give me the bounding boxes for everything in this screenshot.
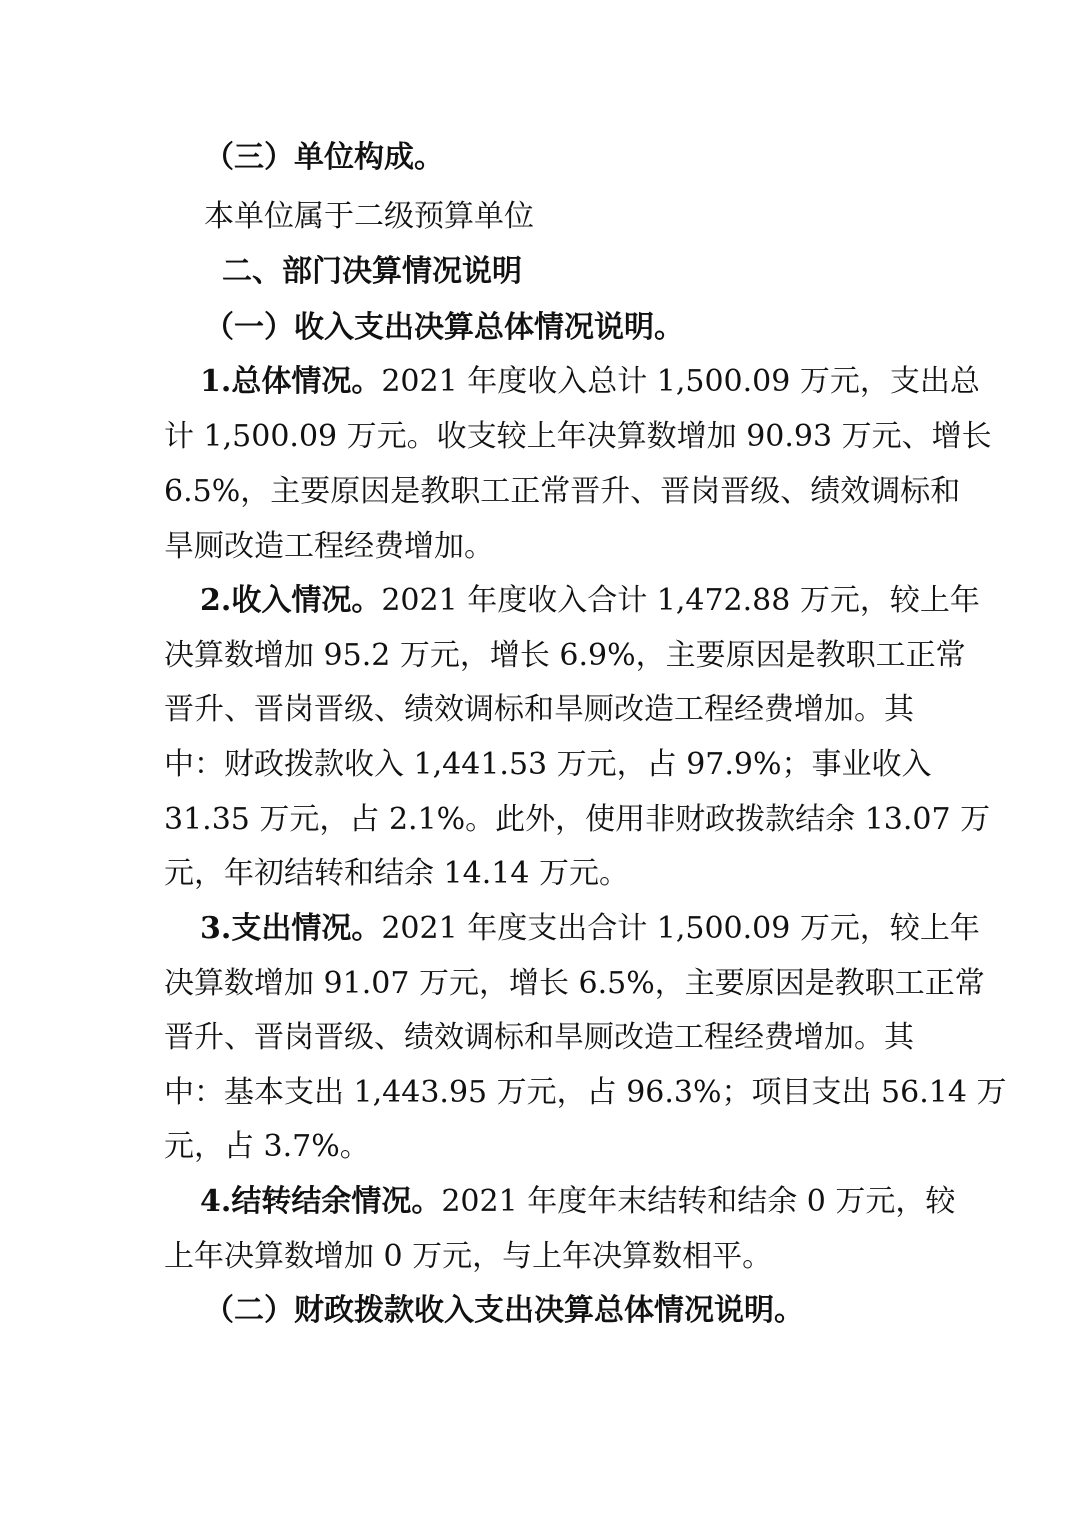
paragraph-income-line-5: 31.35 万元，占 2.1%。此外，使用非财政拨款结余 13.07 万 bbox=[164, 802, 991, 837]
paragraph-lead-carryover: 4.结转结余情况。 bbox=[200, 1184, 442, 1219]
paragraph-carryover-line-2: 上年决算数增加 0 万元，与上年决算数相平。 bbox=[164, 1239, 773, 1274]
paragraph-overall-line-1: 1.总体情况。2021 年度收入总计 1,500.09 万元，支出总 bbox=[200, 364, 980, 399]
paragraph-income-line-6: 元，年初结转和结余 14.14 万元。 bbox=[164, 856, 629, 891]
paragraph-overall-line-4: 旱厕改造工程经费增加。 bbox=[164, 529, 494, 564]
paragraph-expenditure-line-5: 元，占 3.7%。 bbox=[164, 1129, 370, 1164]
paragraph-expenditure-line-3: 晋升、晋岗晋级、绩效调标和旱厕改造工程经费增加。其 bbox=[164, 1020, 914, 1055]
paragraph-lead-overall: 1.总体情况。 bbox=[200, 364, 382, 399]
section-heading-unit-composition: （三）单位构成。 bbox=[204, 140, 444, 175]
paragraph-overall-line-2: 计 1,500.09 万元。收支较上年决算数增加 90.93 万元、增长 bbox=[164, 419, 992, 454]
paragraph-carryover-line-1: 4.结转结余情况。2021 年度年末结转和结余 0 万元，较 bbox=[200, 1184, 956, 1219]
paragraph-lead-expenditure: 3.支出情况。 bbox=[200, 911, 382, 946]
paragraph-income-line-2: 决算数增加 95.2 万元，增长 6.9%，主要原因是教职工正常 bbox=[164, 638, 966, 673]
paragraph-expenditure-line-4: 中：基本支出 1,443.95 万元，占 96.3%；项目支出 56.14 万 bbox=[164, 1075, 1007, 1110]
paragraph-expenditure-line-1: 3.支出情况。2021 年度支出合计 1,500.09 万元，较上年 bbox=[200, 911, 980, 946]
unit-composition-text: 本单位属于二级预算单位 bbox=[204, 199, 534, 234]
paragraph-lead-income: 2.收入情况。 bbox=[200, 583, 382, 618]
part-heading-department-accounts: 二、部门决算情况说明 bbox=[222, 254, 522, 289]
paragraph-income-line-1: 2.收入情况。2021 年度收入合计 1,472.88 万元，较上年 bbox=[200, 583, 980, 618]
paragraph-income-line-3: 晋升、晋岗晋级、绩效调标和旱厕改造工程经费增加。其 bbox=[164, 692, 914, 727]
paragraph-expenditure-line-2: 决算数增加 91.07 万元，增长 6.5%，主要原因是教职工正常 bbox=[164, 966, 985, 1001]
subsection-heading-fiscal-appropriation: （二）财政拨款收入支出决算总体情况说明。 bbox=[204, 1293, 804, 1328]
subsection-heading-overall: （一）收入支出决算总体情况说明。 bbox=[204, 310, 684, 345]
paragraph-income-line-4: 中：财政拨款收入 1,441.53 万元，占 97.9%；事业收入 bbox=[164, 747, 932, 782]
paragraph-overall-line-3: 6.5%，主要原因是教职工正常晋升、晋岗晋级、绩效调标和 bbox=[164, 474, 961, 509]
